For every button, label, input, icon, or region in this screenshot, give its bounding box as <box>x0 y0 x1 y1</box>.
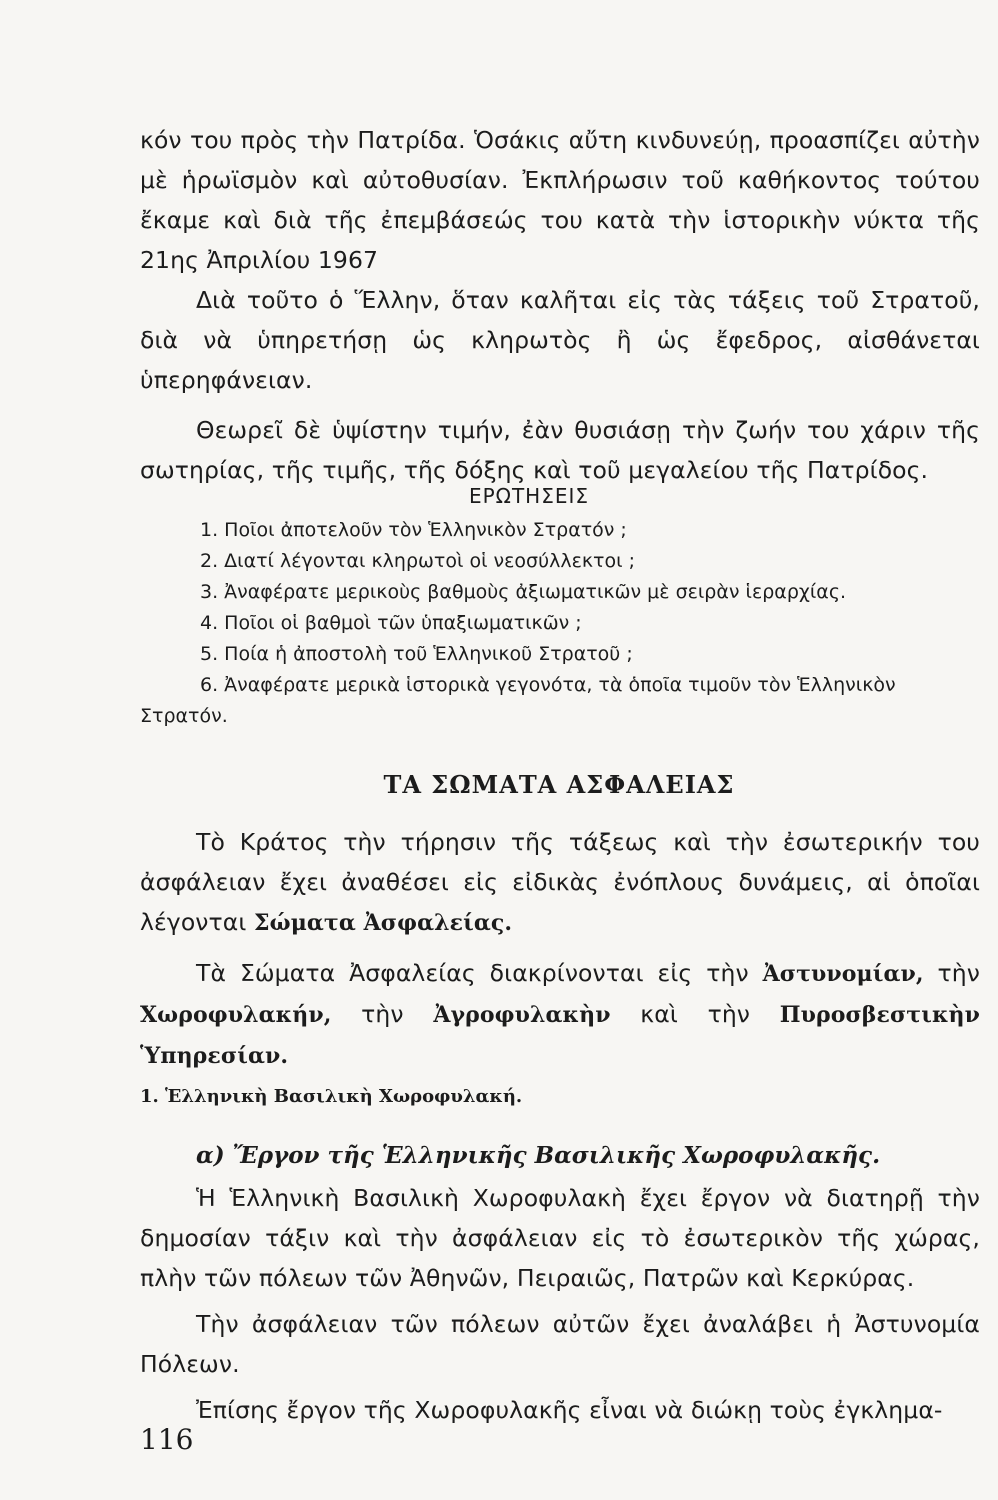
questions-heading: ΕΡΩΤΗΣΕΙΣ <box>468 484 590 508</box>
questions-list <box>140 515 980 732</box>
question-item: 4. Ποῖοι οἱ βαθμοὶ τῶν ὑπαξιωματικῶν ; <box>200 612 582 634</box>
question-item: 3. Ἀναφέρατε μερικοὺς βαθμοὺς ἀξιωματικῶν μὲ σειρὰν ἱεραρχίας. <box>200 581 847 603</box>
paragraph-gendarmerie-duty: Ἡ Ἑλληνικὴ Βασιλικὴ Χωροφυλακὴ ἔχει ἔργον νὰ διατηρῇ τὴν δημοσίαν τάξιν καὶ τὴν ἀσφάλειαν εἰς τὸ ἐσωτερικὸν τῆς χώρας, πλὴν τῶν πόλεων τῶν Ἀθηνῶν, Πειραιῶς, Πατρῶν καὶ Κερκύρας. <box>140 1184 980 1292</box>
bold-term: Χωροφυλακήν, <box>140 1002 332 1028</box>
paragraph-pride: Διὰ τοῦτο ὁ Ἕλλην, ὅταν καλῆται εἰς τὰς τάξεις τοῦ Στρατοῦ, διὰ νὰ ὑπηρετήσῃ ὡς κληρωτὸς ἢ ὡς ἔφεδρος, αἰσθάνεται ὑπερηφάνειαν. <box>140 286 980 394</box>
paragraph-continuation: κόν του πρὸς τὴν Πατρίδα. Ὁσάκις αὔτη κινδυνεύῃ, προασπίζει αὐτὴν μὲ ἡρωϊσμὸν καὶ αὐτοθυσίαν. Ἐκπλήρωσιν τοῦ καθήκοντος τούτου ἔκαμε καὶ διὰ τῆς ἐπεμβάσεώς του κατὰ τὴν ἱστορικὴν νύκτα τῆς 21ης Ἀπριλίου 1967 <box>140 126 980 274</box>
question-item: 6. Ἀναφέρατε μερικὰ ἱστορικὰ γεγονότα, τὰ ὁποῖα τιμοῦν τὸν Ἑλληνικὸν Στρατόν. <box>140 674 896 727</box>
paragraph-city-police: Τὴν ἀσφάλειαν τῶν πόλεων αὐτῶν ἔχει ἀναλάβει ἡ Ἀστυνομία Πόλεων. <box>140 1310 980 1378</box>
paragraph-text: τὴν <box>937 959 981 987</box>
subsection-subtitle: α) Ἔργον τῆς Ἑλληνικῆς Βασιλικῆς Χωροφυλακῆς. <box>196 1142 881 1169</box>
bold-term: Πυροσβεστικὴν Ὑπηρεσίαν. <box>140 1002 981 1069</box>
bold-term: Ἀγροφυλακὴν <box>433 1002 611 1028</box>
subsection-title: 1. Ἑλληνικὴ Βασιλικὴ Χωροφυλακή. <box>140 1086 523 1107</box>
paragraph-force-types <box>140 953 980 1076</box>
question-item: 5. Ποία ἡ ἀποστολὴ τοῦ Ἑλληνικοῦ Στρατοῦ ; <box>200 643 633 665</box>
paragraph-text: Τὸ Κράτος τὴν τήρησιν τῆς τάξεως καὶ τὴν ἐσωτερικήν του ἀσφάλειαν ἔχει ἀναθέσει εἰς εἰδικὰς ἐνόπλους δυνάμεις, αἱ ὁποῖαι λέγονται <box>140 828 980 936</box>
section-text-block <box>140 822 980 1076</box>
gendarmerie-text-block <box>140 1178 980 1430</box>
paragraph-security-forces <box>140 822 980 943</box>
question-item: 1. Ποῖοι ἀποτελοῦν τὸν Ἑλληνικὸν Στρατόν ; <box>200 519 627 541</box>
question-item: 2. Διατί λέγονται κληρωτοὶ οἱ νεοσύλλεκτοι ; <box>200 550 635 572</box>
section-title: ΤΑ ΣΩΜΑΤΑ ΑΣΦΑΛΕΙΑΣ <box>383 770 735 799</box>
paragraph-text: τὴν <box>361 1000 404 1028</box>
paragraph-text: Τὰ Σώματα Ἀσφαλείας διακρίνονται εἰς τὴν <box>196 959 749 987</box>
opening-text-block <box>140 120 980 490</box>
paragraph-text: καὶ τὴν <box>640 1000 751 1028</box>
bold-term: Σώματα Ἀσφαλείας. <box>254 910 513 936</box>
page-number: 116 <box>140 1423 194 1456</box>
paragraph-pursuit: Ἐπίσης ἔργον τῆς Χωροφυλακῆς εἶναι νὰ διώκῃ τοὺς ἐγκλημα- <box>196 1396 943 1424</box>
paragraph-honor: Θεωρεῖ δὲ ὑψίστην τιμήν, ἐὰν θυσιάσῃ τὴν ζωήν του χάριν τῆς σωτηρίας, τῆς τιμῆς, τῆς δόξης καὶ τοῦ μεγαλείου τῆς Πατρίδος. <box>140 416 980 484</box>
bold-term: Ἀστυνομίαν, <box>762 961 924 987</box>
